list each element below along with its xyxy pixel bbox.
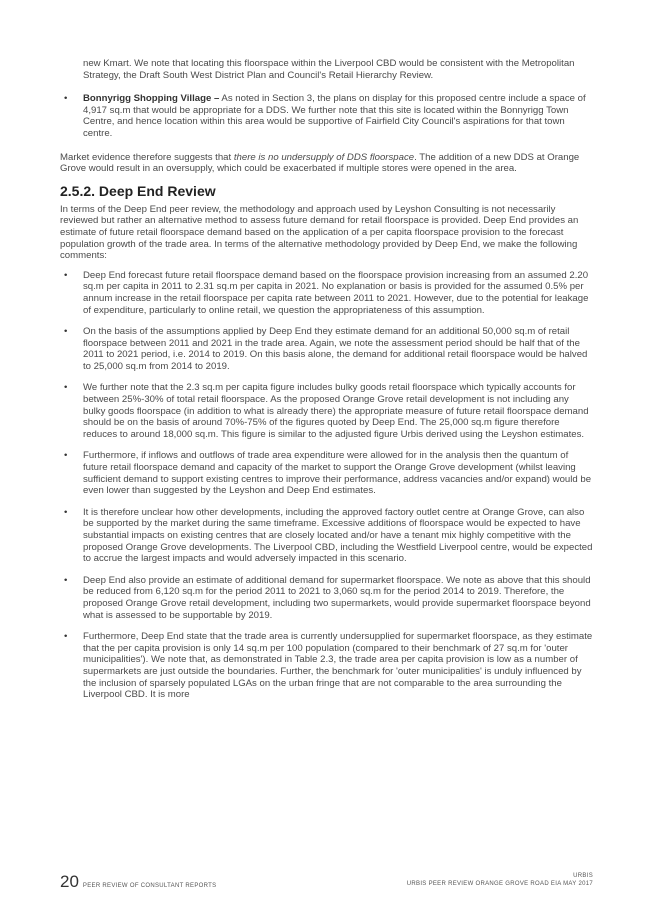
bullet-text: Deep End also provide an estimate of additional demand for supermarket floorspace. We note as above that this should be reduced from 6,120 sq.m for the period 2011 to 2021 to 3,060 sq.m for the period 2014 to 2019. Therefore, the proposed Orange Grove retail development, including two supermarkets, would provide supermarket floorspace beyond what is assessed to be supportable by 2019. [83,574,591,621]
paragraph-continuation: new Kmart. We note that locating this floorspace within the Liverpool CBD would be consistent with the Metropolitan Strategy, the Draft South West District Plan and Council's Retail Hierarchy Review. [83,58,575,81]
bullet-item [60,507,593,565]
bullet-text: Furthermore, Deep End state that the trade area is currently undersupplied for supermarket floorspace, as they estimate that the per capita provision is only 14 sq.m per 100 population (compared to their benchmark of 27 sq.m for 'outer municipalities'). We note that, as demonstrated in Table 2.3, the trade area per capita provision is low as a number of supermarkets are just outside the boundaries. Further, the benchmark for 'outer municipalities' is unduly influenced by the inclusion of sparsely populated LGAs on the urban fringe that are not comparable to the area surrounding the Liverpool CBD. It is more [83,631,593,701]
bullet-dot-icon: • [64,326,68,338]
deep-end-intro: In terms of the Deep End peer review, the methodology and approach used by Leyshon Consulting is not necessarily reviewed but rather an alternative method to assess future demand for retail floorspace is provided. Deep End provides an estimate of future retail floorspace demand based on the application of a per capita floorspace provision to the forecast population growth of the trade area. In terms of the alternative methodology provided by Deep End, we make the following comments: [60,203,579,262]
bullet-dot-icon: • [64,506,68,518]
bullet-item [60,631,593,701]
footer-doc-ref: URBIS PEER REVIEW ORANGE GROVE ROAD EIA MAY 2017 [406,881,593,887]
bullet-text: It is therefore unclear how other developments, including the approved factory outlet centre at Orange Grove, can also be supported by the market during the same timeframe. Excessive additions of floorspace would be expected to have substantial impacts on existing centres that are closely located and/or have a tenant mix highly competitive with the proposed Orange Grove developments. The Liverpool CBD, including the Westfield Liverpool centre, would be expected to accrue the largest impacts and would adversely impacted in this scenario. [83,506,593,565]
bullet-bonnyrigg-title: Bonnyrigg Shopping Village – [83,93,220,105]
bullet-dot-icon: • [64,93,68,105]
bullet-item [60,575,593,621]
bullet-text: On the basis of the assumptions applied by Deep End they estimate demand for an additional 50,000 sq.m of retail floorspace between 2011 and 2021 in the trade area. Again, we note the assessment period should be half that of the 2011 to 2021 period, i.e. 2014 to 2019. On this basis alone, the demand for additional retail floorspace would be halved to 25,000 sq.m from 2014 to 2019. [83,326,588,372]
page-number: 20 [60,872,79,891]
bullet-dot-icon: • [64,269,68,281]
bullet-item [60,382,593,440]
bullet-dot-icon: • [64,631,68,643]
bullet-item [60,270,593,316]
market-pre: Market evidence therefore suggests that [60,151,234,163]
page-content [60,58,593,711]
bullet-dot-icon: • [64,382,68,394]
market-emphasis: there is no undersupply of DDS floorspace [233,151,415,163]
bullet-dot-icon: • [64,574,68,586]
bullet-item [60,450,593,496]
bullet-item [60,326,593,372]
market-evidence-paragraph [60,152,593,175]
footer-right [407,872,593,888]
footer-left [60,872,216,892]
bullet-dot-icon: • [64,450,68,462]
footer-section-label: PEER REVIEW OF CONSULTANT REPORTS [82,883,217,889]
bullet-text: We further note that the 2.3 sq.m per capita figure includes bulky goods retail floorspace which typically accounts for between 25%-30% of total retail floorspace. As the proposed Orange Grove retail development is not including any bulky goods floorspace (in addition to what is already there) the appropriate measure of future retail floorspace demand should be on the basis of around 70%-75% of the figures quoted by Deep End. The 25,000 sq.m figure therefore reduces to around 18,000 sq.m. This figure is similar to the adjusted figure Urbis derived using the Leyshon estimates. [83,382,589,440]
market-post: . The addition of a new DDS at Orange Grove would result in an oversupply, which could be exacerbated if multiple stores were opened in the area. [60,151,580,175]
bullet-text: Deep End forecast future retail floorspace demand based on the floorspace provision increasing from an assumed 2.20 sq.m per capita in 2011 to 2.31 sq.m per capita in 2021. No explanation or basis is provided for the assumed 0.5% per annum increase in the retail floorspace per capita rate between 2011 to 2021. However, due to the potential for leakage of expenditure, particularly to online retail, we question the appropriateness of this assumption. [83,269,589,316]
bullet-text: Furthermore, if inflows and outflows of trade area expenditure were allowed for in the analysis then the quantum of future retail floorspace demand and capacity of the market to support the Orange Grove development (whilst leaving sufficient demand to support existing centres to improve their performance, address vacancies and/or expand) would be even lower than suggested by the Leyshon and Deep End estimates. [83,450,592,497]
bullet-bonnyrigg [60,93,593,139]
footer-brand: URBIS [573,873,593,879]
bullet-bonnyrigg-text: As noted in Section 3, the plans on display for this proposed centre include a space of 4,917 sq.m that would be appropriate for a DDS. We further note that this site is located within the Bonnyrigg Town Centre, and hence location within this area would be supportive of Fairfield City Council's aspirations for that town centre. [83,93,586,139]
section-heading: 2.5.2. Deep End Review [60,182,216,199]
